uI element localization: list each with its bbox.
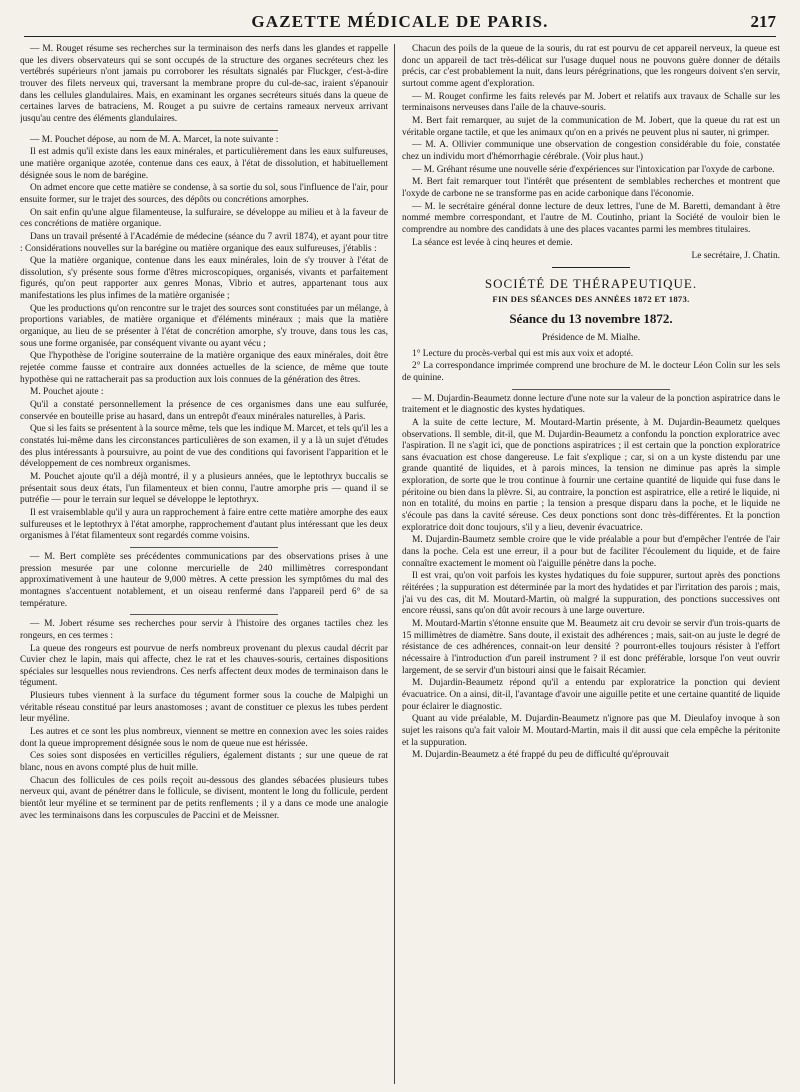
- paragraph: — M. A. Ollivier communique une observation de congestion considérable du foie, constatée chez un individu mort d'hémorrhagie cérébrale. (Voir plus haut.): [402, 140, 780, 162]
- paragraph: 2° La correspondance imprimée comprend une brochure de M. le docteur Léon Colin sur les sels de quinine.: [402, 361, 780, 383]
- right-column: [402, 44, 780, 1084]
- paragraph: A la suite de cette lecture, M. Moutard-Martin présente, à M. Dujardin-Beaumetz quelques observations. Il semble, dit-il, que M. Dujardin-Beaumetz a confondu la ponction exploratrice avec l'aspiration. Il ne s'agit ici, que de ponctions aspiratrices ; il est certain que la ponction exploratrice sans évacuation est chose dangereuse. Le fait s'explique ; car, si on a un kyste distendu par une grande quantité de liquides, et à parois minces, la tension ne diminue pas après la simple exploration, de sorte que le trou continue à fournir une certaine quantité de liquide qui fuse dans le péritoine ou bien dans la plèvre. Si, au contraire, la ponction est aspiratrice, elle a retiré le liquide, ni non en totalité, du moins en partie ; la tension a presque disparu dans la poche, et le liquide ne s'écoule pas dans la cavité séreuse. Ces deux ponctions sont donc très-différentes. Et la ponction exploratrice doit donc toujours, s'il y a lieu, devenir évacuatrice.: [402, 417, 780, 533]
- paragraph: M. Dujardin-Beaumetz a été frappé du peu de difficulté qu'éprouvait: [412, 750, 670, 761]
- separator-rule: [130, 547, 278, 548]
- paragraph: — M. Rouget confirme les faits relevés par M. Jobert et relatifs aux travaux de Schalle sur les terminaisons nerveuses dans l'aile de la chauve-souris.: [402, 91, 780, 114]
- paragraph: — M. Pouchet dépose, au nom de M. A. Marcet, la note suivante :: [30, 134, 279, 145]
- separator-rule: [130, 614, 278, 615]
- paragraph: Il est vrai, qu'on voit parfois les kystes hydatiques du foie suppurer, surtout après des ponctions réitérées ; la suppuration est déterminée par la mort des hydatides et par l'irritation des parois ; mais, j'ai vu des cas, dit M. Moutard-Martin, où malgré la suppuration, des ponctions successives ont encore réussi, sans qu'on dût avoir recours à une large ouverture.: [402, 571, 780, 617]
- paragraph: On admet encore que cette matière se condense, à sa sortie du sol, sous l'influence de l'air, pour ensuite former, sur le trajet des sources, des dépôts ou concrétions amorphes.: [20, 183, 388, 205]
- paragraph: M. Bert fait remarquer, au sujet de la communication de M. Jobert, que la queue du rat est un véritable organe tactile, et que les animaux qu'on en a privés ne peuvent plus ni sauter, ni grimper.: [402, 115, 780, 138]
- paragraph: Que les productions qu'on rencontre sur le trajet des sources sont constituées par un mélange, à proportions variables, de matière organique et d'éléments minéraux ; mais que la matière organique, au lieu de se présenter à l'état de concrétion amorphe, s'y trouve, dans tous les cas, sous une forme organisée, par conséquent vivante ou ayant vécu ;: [20, 303, 388, 349]
- paragraph: Il est vraisemblable qu'il y aura un rapprochement à faire entre cette matière amorphe des eaux sulfureuses et le leptothryx à l'état amorphe, rapprochement d'autant plus intéressant que les deux organismes à l'état filamenteux sont regardés comme voisins.: [20, 507, 388, 542]
- paragraph: M. Bert fait remarquer tout l'intérêt que présentent de semblables recherches et montrent que l'oxyde de carbone ne se transforme pas en acide carbonique dans l'économie.: [402, 177, 780, 199]
- paragraph: La queue des rongeurs est pourvue de nerfs nombreux provenant du plexus caudal décrit par Cuvier chez le lapin, mais qui affecte, chez le rat et les chauves-souris, certaines dispositions spéciales sur lesquelles nous reviendrons. Ces nerfs affectent deux modes de terminaison dans le tégument.: [20, 643, 388, 689]
- page-header: [24, 10, 776, 37]
- paragraph: M. Moutard-Martin s'étonne ensuite que M. Beaumetz ait cru devoir se servir d'un trois-quarts de 15 millimètres de diamètre. Sans doute, il existait des adhérences ; mais, sait-on au juste le degré de résistance de ces adhérences, connait-on leur densité ? pourront-elles toujours résister à l'effort nécessaire à l'introduction d'un pareil instrument ? il est donc préférable, lorsque l'on veut ouvrir largement, de se servir d'un bistouri ainsi que le faisait Récamier.: [402, 619, 780, 676]
- paragraph: Dans un travail présenté à l'Académie de médecine (séance du 7 avril 1874), et ayant pour titre : Considérations nouvelles sur la barégine ou matière organique des eaux sulfureuses, j'établis :: [20, 231, 388, 254]
- paragraph: Chacun des poils de la queue de la souris, du rat est pourvu de cet appareil nerveux, la queue est donc un appareil de tact très-délicat sur l'usage duquel nous ne pouvons guère donner de détails précis, car c'est probablement la nuit, dans leurs pérégrinations, que les rongeurs doivent s'en servir, surtout comme agent d'exploration.: [402, 44, 780, 89]
- paragraph: Qu'il a constaté personnellement la présence de ces organismes dans une eau sulfurée, conservée en bouteille prise au hasard, dans un entrepôt d'eaux minérales naturelles, à Paris.: [20, 400, 388, 422]
- paragraph: La séance est levée à cinq heures et demie.: [412, 237, 573, 248]
- paragraph: — M. Dujardin-Beaumetz donne lecture d'une note sur la valeur de la ponction aspiratrice dans le traitement et le diagnostic des kystes hydatiques.: [402, 393, 780, 416]
- paragraph: Chacun des follicules de ces poils reçoit au-dessous des glandes sébacées plusieurs tubes nerveux qui, avant de pénétrer dans le follicule, se divisent, montent le long du follicule, perdent bientôt leur myéline et se terminent par de petits renflements ; il y a dans ce mode une analogie avec les terminaisons dans les corpuscules de Paccini et de Meissner.: [20, 775, 388, 821]
- paragraph: — M. Rouget résume ses recherches sur la terminaison des nerfs dans les glandes et rappelle que les divers observateurs qui se sont occupés de la structure des organes secréteurs chez les vertébrés supérieurs n'ont jamais pu corroborer les résultats signalés par Fluckger, c'est-à-dire trouver des filets nerveux qui, traversant la membrane propre du cul-de-sac, iraient s'épanouir dans les cellules glandulaires. Mais, en examinant les organes secréteurs situés dans la queue de certaines larves de batraciens, M. Rouget a pu suivre de certains rameaux nerveux arrivant jusqu'au centre des éléments glandulaires.: [20, 44, 388, 124]
- paragraph: — M. Jobert résume ses recherches pour servir à l'histoire des organes tactiles chez les rongeurs, en ces termes :: [20, 619, 388, 641]
- paragraph: 1° Lecture du procès-verbal qui est mis aux voix et adopté.: [412, 348, 634, 359]
- paragraph: Ces soies sont disposées en verticilles réguliers, également distants ; sur une queue de rat blanc, nous en avons compté plus de huit mille.: [20, 751, 388, 774]
- secretary-signature: Le secrétaire, J. Chatin.: [691, 251, 780, 262]
- separator-rule: [130, 130, 278, 131]
- paragraph: Que la matière organique, contenue dans les eaux minérales, loin de s'y trouver à l'état de dissolution, s'y présente sous forme d'êtres microscopiques, organisés, vivants et parfaitement figurés, qu'on peut rapporter aux genres Monas, Vibrio et autres, appartenant tous aux manifestations les plus infimes de la matière organisée ;: [20, 256, 388, 302]
- paragraph: M. Dujardin-Baumetz semble croire que le vide préalable a pour but d'empêcher l'entrée de l'air dans la poche. Cela est une erreur, il a pour but de faciliter l'écoulement du liquide, et de faire connaître exactement le moment où l'aiguille pénètre dans la poche.: [402, 535, 780, 569]
- separator-rule: [512, 389, 670, 390]
- paragraph: On sait enfin qu'une algue filamenteuse, la sulfuraire, se développe au milieu et à la faveur de ces concrétions de matière organique.: [20, 207, 388, 230]
- section-rule: [552, 267, 630, 268]
- paragraph: M. Dujardin-Beaumetz répond qu'il a entendu par exploratrice la ponction qui devient évacuatrice. On a ainsi, dit-il, l'avantage d'avoir une aiguille petite et une certaine quantité de liquide pour éclairer le diagnostic.: [402, 678, 780, 712]
- left-column: [20, 44, 388, 1084]
- paragraph: Quant au vide préalable, M. Dujardin-Beaumetz n'ignore pas que M. Dieulafoy invoque à son sujet les raisons qu'a fait valoir M. Moutard-Martin, mais il dit aussi que cela empêche la péritonite et la suppuration.: [402, 714, 780, 748]
- paragraph: M. Pouchet ajoute qu'il a déjà montré, il y a plusieurs années, que le leptothryx buccalis se présentait sous deux états, l'un filamenteux et bien connu, l'autre amorphe pris — quand il se putréfie — pour le terrain sur lequel se développe le leptothryx.: [20, 471, 388, 506]
- session-heading: Séance du 13 novembre 1872.: [509, 310, 673, 326]
- paragraph: — M. Gréhant résume une nouvelle série d'expériences sur l'intoxication par l'oxyde de carbone.: [412, 164, 775, 175]
- paragraph: — M. Bert complète ses précédentes communications par des observations prises à une pression mesurée par une colonne mercurielle de 240 millimètres correspondant approximativement à une hauteur de 9,000 mètres. A cette pression les symptômes du mal des montagnes s'accentuent notablement, et un oiseau renfermé dans l'appareil perd 6° de sa température.: [20, 551, 388, 609]
- presidency-line: Présidence de M. Mialhe.: [541, 331, 641, 343]
- page-number: 217: [750, 12, 776, 31]
- society-subtitle: FIN DES SÉANCES DES ANNÉES 1872 ET 1873.: [492, 293, 690, 304]
- paragraph: Que si les faits se présentent à la source même, tels que les indique M. Marcet, et tels qu'il les a constatés lui-même dans les circonstances particulières de son examen, il y a là un sujet d'études des plus intéressants à poursuivre, au point de vue des conditions qui favorisent l'apparition et le développement de ces nombreux organismes.: [20, 424, 388, 470]
- paragraph: Il est admis qu'il existe dans les eaux minérales, et particulièrement dans les eaux sulfureuses, une matière organique azotée, contenue dans ces eaux, à l'état de dissolution, et habituellement désignée sous le nom de barégine.: [20, 147, 388, 181]
- column-divider: [394, 44, 395, 1084]
- paragraph: Que l'hypothèse de l'origine souterraine de la matière organique des eaux minérales, doit être rejetée comme fausse et contraire aux données actuelles de la science, de même que toute hypothèse qui ne rattacherait pas sa production aux lois connues de la génération des êtres.: [20, 351, 388, 385]
- paragraph: M. Pouchet ajoute :: [30, 387, 104, 398]
- journal-title: GAZETTE MÉDICALE DE PARIS.: [251, 12, 549, 31]
- paragraph: — M. le secrétaire général donne lecture de deux lettres, l'une de M. Baretti, demandant à être nommé membre correspondant, et l'autre de M. Coutinho, priant la Société de vouloir bien le comprendre au nombre des candidats à une des places vacantes parmi les membres titulaires.: [402, 201, 780, 235]
- society-title: SOCIÉTÉ DE THÉRAPEUTIQUE.: [484, 275, 698, 291]
- paragraph: Les autres et ce sont les plus nombreux, viennent se mettre en connexion avec les soies raides dont la queue improprement désignée sous le nom de queue nue est hérissée.: [20, 727, 388, 749]
- paragraph: Plusieurs tubes viennent à la surface du tégument former sous la couche de Malpighi un véritable réseau constitué par leurs anastomoses ; avant de constituer ce plexus les tubes perdent leur myéline.: [20, 691, 388, 725]
